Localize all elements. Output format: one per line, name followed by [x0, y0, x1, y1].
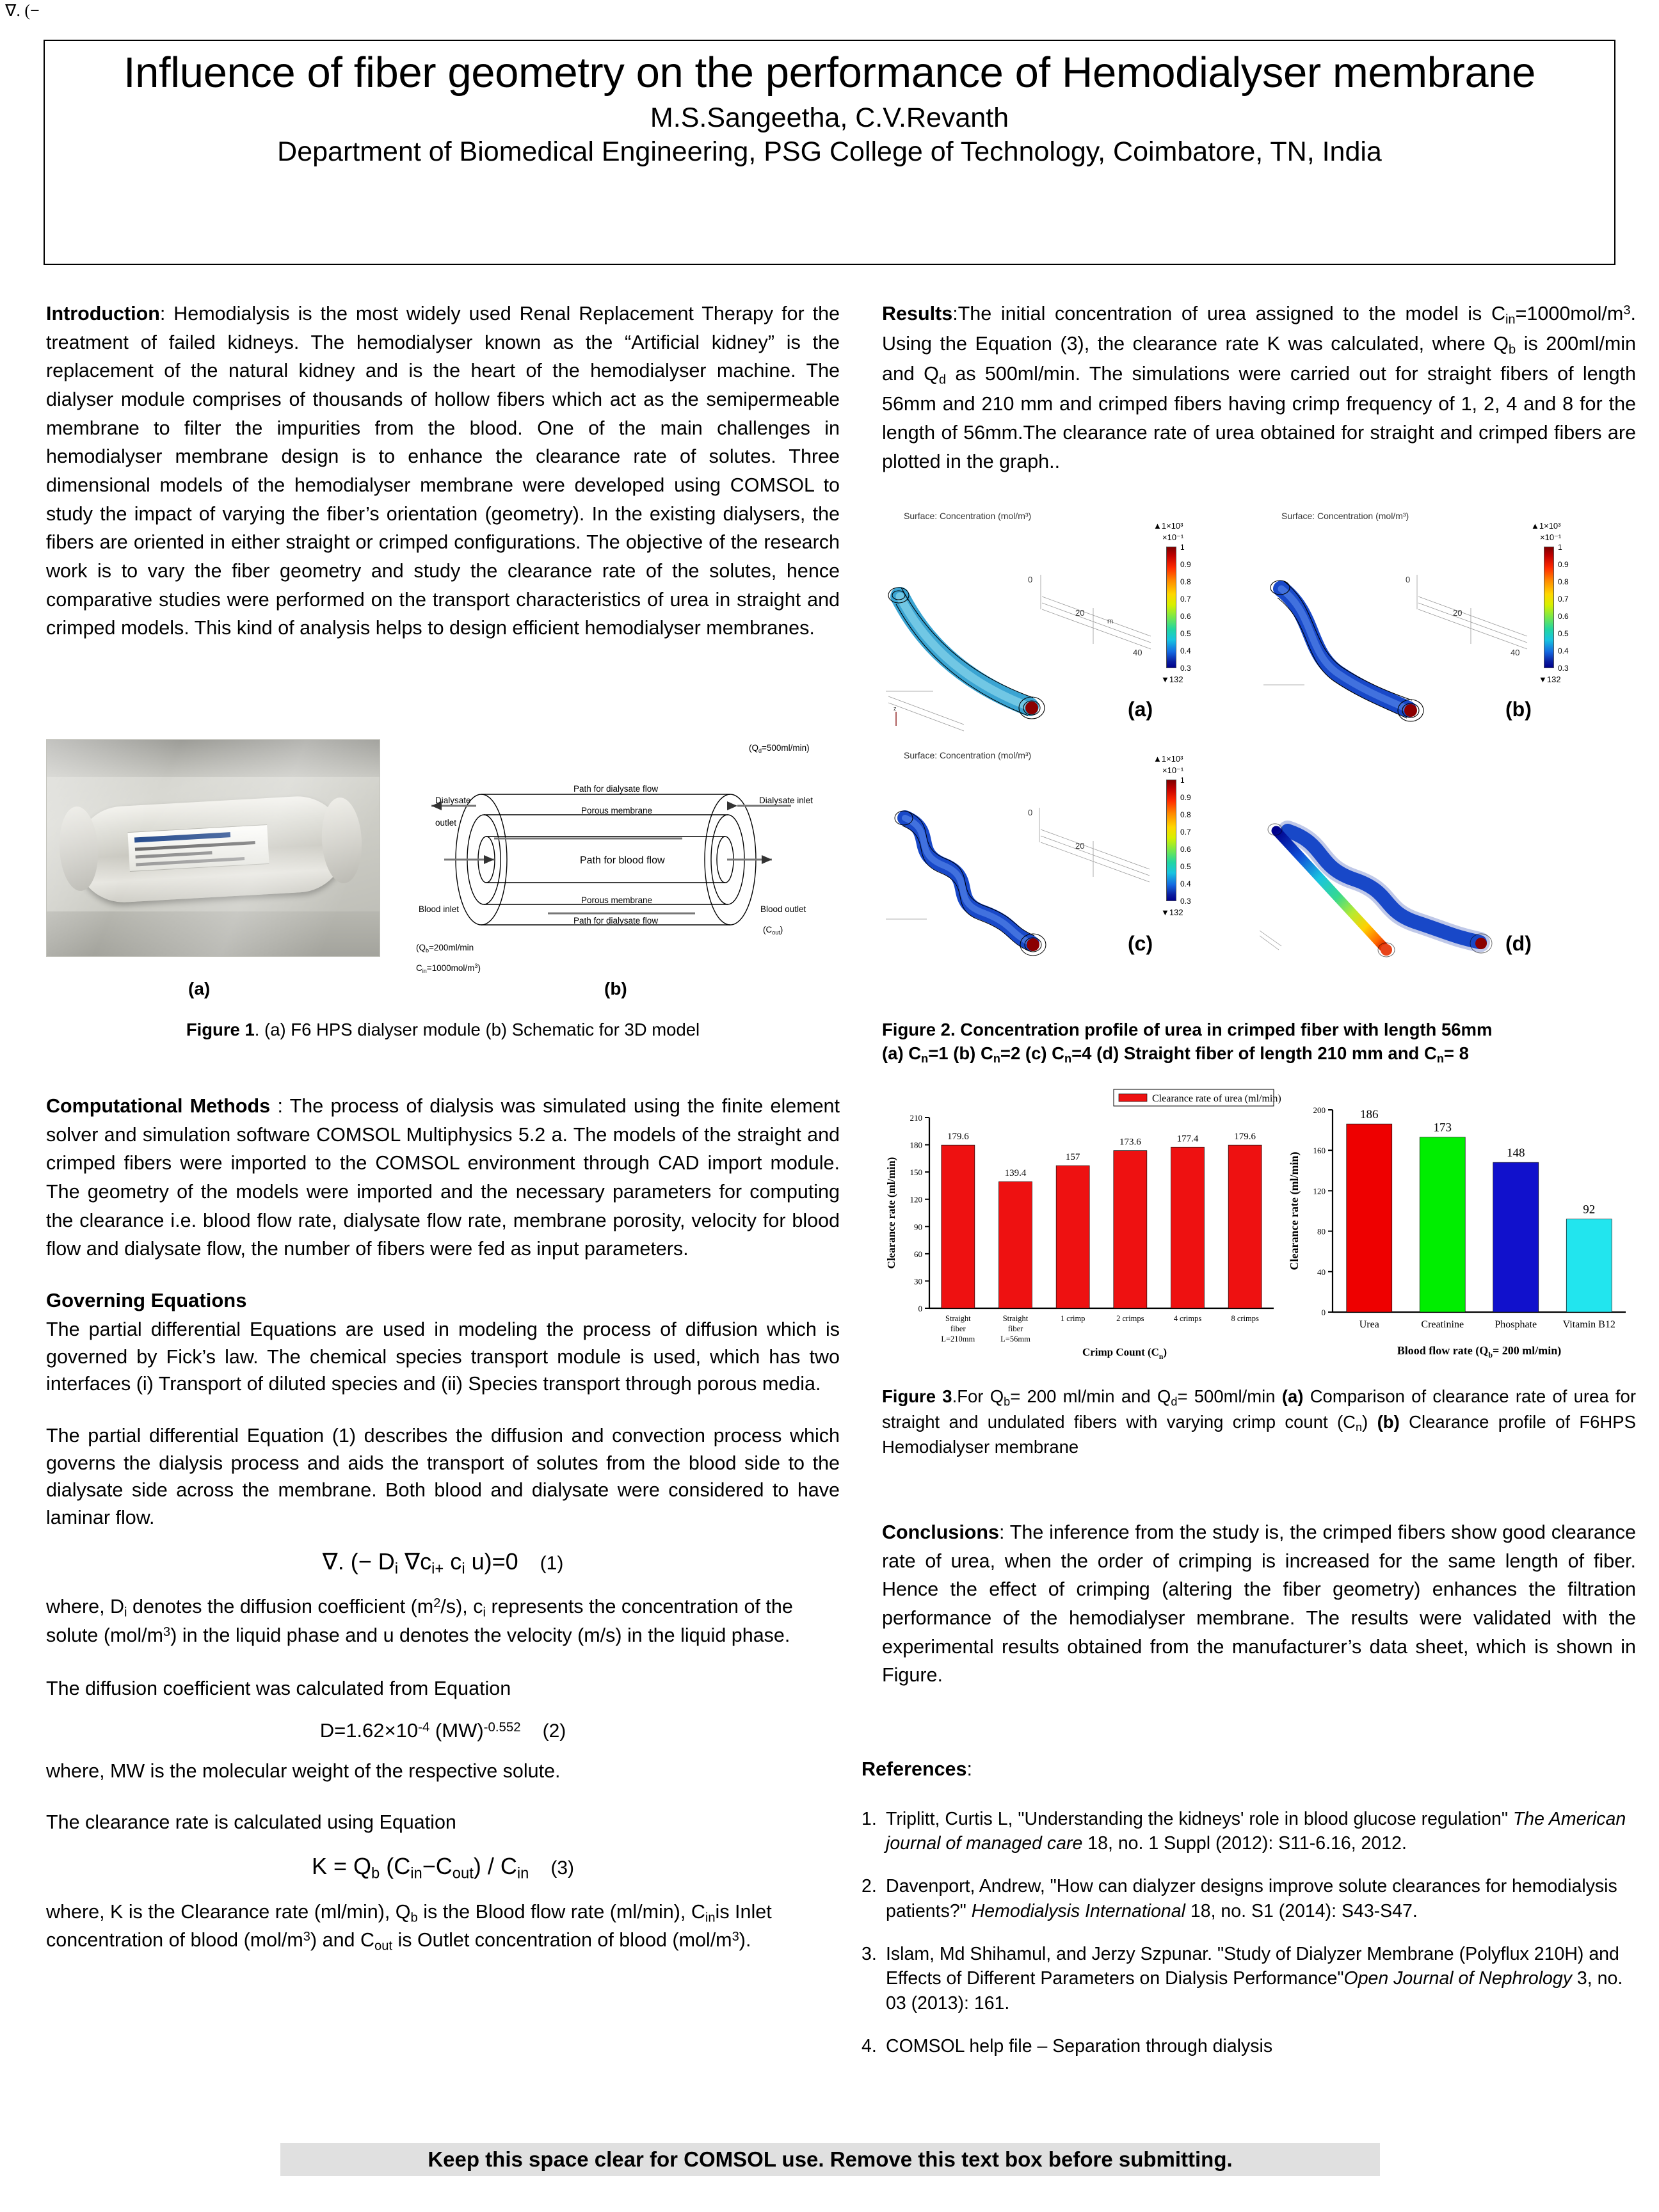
schematic-label-cout: $(C_{out})$: [763, 925, 783, 936]
comsol-panel-b-label: (b): [1505, 698, 1532, 721]
schematic-label-qd: $(Q_d=500ml/\min)$: [749, 743, 810, 754]
svg-text:120: 120: [1313, 1186, 1326, 1196]
svg-text:92: 92: [1583, 1203, 1596, 1217]
svg-text:173: 173: [1433, 1121, 1452, 1135]
svg-text:90: 90: [914, 1222, 922, 1232]
comsol-panel-b-colorbar-ticks: 1 0.9 0.8 0.7 0.6 0.5 0.4 0.3: [1558, 543, 1569, 673]
equation3-lead: The clearance rate is calculated using Equation: [46, 1811, 456, 1834]
equation-2: [46, 1719, 840, 1742]
computational-methods-heading: Computational Methods: [46, 1095, 271, 1117]
chart-clearance-by-solute: [1283, 1088, 1636, 1373]
conclusions-text: : The inference from the study is, the crimped fibers show good clearance rate of urea, when the order of crimping is increased for the same length of fiber. Hence the effect of crimping (altering the fiber geometry) enhances the filtration performance of the hemodialyser membrane. The results were validated with the experimental results obtained from the manufacturer’s data sheet, which is shown in Figure.: [882, 1521, 1636, 1687]
comsol-panel-c-colorbar-max: ▲1×10³: [1153, 754, 1183, 764]
figure2-caption-label: Figure 2: [882, 1020, 950, 1039]
dialyser-module-photo: [46, 739, 380, 957]
svg-text:148: 148: [1507, 1146, 1525, 1160]
svg-text:Blood flow rate (Qb= 200 ml/mi: Blood flow rate ($Q_b= 200$ ml/min): [1397, 1344, 1562, 1359]
equation1-sub3: i: [461, 1560, 465, 1578]
svg-text:139.4: 139.4: [1004, 1168, 1027, 1179]
comsol-panel-c-colorbar-min: ▼132: [1161, 908, 1183, 917]
equation-3: [46, 1853, 840, 1883]
comsol-panel-c: [882, 749, 1253, 979]
svg-text:20: 20: [1075, 841, 1085, 851]
equation3-number: (3): [550, 1857, 574, 1879]
svg-text:120: 120: [910, 1194, 922, 1205]
schematic-label-dialysate-inlet: Dialysate inlet: [759, 796, 813, 805]
comsol-panel-b-colorbar-max: ▲1×10³: [1531, 521, 1561, 531]
reference-item: 1. Triplitt, Curtis L, "Understanding the kidneys' role in blood glucose regulation" The American journal of managed care 18, no. 1 Suppl (2012): S11-6.16, 2012.: [862, 1808, 1626, 1854]
svg-text:z: z: [894, 705, 897, 712]
equation3-where-clause: where, K is the Clearance rate (ml/min), $Q_b$ is the Blood flow rate (ml/min), $C_{in}is$ Inlet concentration of blood $(mol/m^3)$ and $C_{out}$ is Outlet concentration of blood $(mol/m^3)$.: [46, 1900, 772, 1954]
svg-text:150: 150: [910, 1167, 922, 1178]
figure3-caption: Figure 3.For $Q_b= 200$ ml/min and $Q_d= 500ml/\min$ (a) Comparison of clearance rate of urea for straight and undulated fibers with varying crimp count $(C_n)$ (b) Clearance profile of F6HPS Hemodialyser membrane: [882, 1386, 1637, 1457]
figure1-sublabel-a: (a): [188, 979, 211, 998]
svg-text:200: 200: [1313, 1105, 1326, 1115]
comsol-panel-c-colorbar-ticks: 1 0.9 0.8 0.7 0.6 0.5 0.4 0.3: [1180, 776, 1191, 906]
left-column: [46, 300, 840, 643]
figure1-sublabels: [46, 979, 840, 1000]
svg-text:Crimp Count (Cn): Crimp Count $(C_n)$: [1082, 1346, 1167, 1361]
svg-text:2 crimps: 2 crimps: [1116, 1314, 1144, 1323]
comsol-panel-b-colorbar-min: ▼132: [1539, 675, 1561, 684]
svg-text:40: 40: [1317, 1267, 1326, 1277]
photo-background-bottom: [47, 911, 380, 956]
comsol-panel-a-title: Surface: Concentration (mol/m³): [904, 511, 1032, 521]
svg-text:Clearance rate (ml/min): Clearance rate (ml/min): [1288, 1151, 1301, 1270]
dialyser-product-label: [127, 824, 269, 872]
conclusions-section: [882, 1518, 1636, 1690]
poster-authors: M.S.Sangeetha, C.V.Revanth: [650, 102, 1009, 134]
svg-text:Creatinine: Creatinine: [1421, 1319, 1464, 1330]
svg-text:4 crimps: 4 crimps: [1173, 1314, 1202, 1323]
chart-clearance-vs-crimp: [882, 1088, 1283, 1373]
references-section: References: 1. Triplitt, Curtis L, "Understanding the kidneys' role in blood glucose regulation" The American journal of managed care 18, no. 1 Suppl (2012): S11-6.16, 2012. 2. Davenport, Andrew, "How can dialyzer designs improve solute clearances for hemodialysis patients?" Hemodialysis International 18, no. S1 (2014): S43-S47. 3. Islam, Md Shihamul, and Jerzy Szpunar. "Study of Dialyzer Membrane (Polyflux 210H) and Effects of Different Parameters on Dialysis Performance"Open Journal of Nephrology 3, no. 03 (2013): 161. 4. COMSOL help file – Separation through dialysis: [862, 1755, 1636, 2077]
schematic-svg: [381, 739, 830, 975]
right-column: [882, 300, 1636, 476]
svg-text:Clearance rate (ml/min): Clearance rate (ml/min): [885, 1157, 897, 1269]
comsol-space-notice: Keep this space clear for COMSOL use. Remove this text box before submitting.: [280, 2143, 1380, 2176]
comsol-panel-d-label: (d): [1505, 932, 1532, 955]
figure1-caption: [46, 1020, 840, 1040]
comsol-panel-c-colorbar: [1166, 780, 1176, 901]
svg-text:fiber: fiber: [1007, 1324, 1023, 1333]
references-heading: References: [862, 1758, 967, 1780]
svg-text:m: m: [1107, 618, 1114, 625]
equation3-part2: (C: [380, 1853, 411, 1880]
schematic-label-dialysate-path-top: Path for dialysate flow: [573, 784, 659, 794]
computational-methods-section: [46, 1092, 840, 1263]
equation2-sup1: -4: [418, 1719, 430, 1735]
introduction-text: : Hemodialysis is the most widely used Renal Replacement Therapy for the treatment of failed kidneys. The hemodialyser known as the “Artificial kidney” is the replacement of the natural kidney and is the heart of the hemodialyser machine. The dialyser module comprises of thousands of hollow fibers which act as the semipermeable membrane to filter the impurities from the blood. One of the main challenges in hemodialyser membrane design is to enhance the clearance rate of solutes. Three dimensional models of the hemodialyser membrane were developed using COMSOL to study the impact of varying the fiber’s orientation (geometry). In the existing dialysers, the fibers are oriented in either straight or crimped configurations. The objective of the research work is to vary the fiber geometry and study the clearance rate of the solutes, hence comparative studies were performed on the transport characteristics of urea in straight and crimped models. This kind of analysis helps to design efficient hemodialyser membranes.: [46, 303, 840, 639]
equation3-part4: ) / C: [473, 1853, 517, 1880]
comsol-panel-a-colorbar-max: ▲1×10³: [1153, 521, 1183, 531]
results-section: Results:The initial concentration of urea assigned to the model is $C_{in}=1000mol/m^3$. Using the Equation (3), the clearance rate K was calculated, where $Q_b$ is 200ml/min and $Q_d$ as 500ml/min. The simulations were carried out for straight fibers of length 56mm and 210 mm and crimped fibers having crimp frequency of 1, 2, 4 and 8 for the length of 56mm.The clearance rate of urea obtained for straight and crimped fibers are plotted in the graph..: [882, 303, 1636, 472]
svg-text:180: 180: [910, 1140, 922, 1150]
svg-text:0: 0: [1321, 1308, 1326, 1317]
equation1-intro-paragraph: The partial differential Equation (1) describes the diffusion and convection process which governs the dialysis process and aids the transport of solutes from the blood side to the dialysate side across the membrane. Both blood and dialysate were considered to have laminar flow.: [46, 1425, 840, 1529]
figure2-panel-grid: [882, 509, 1636, 983]
equation1-sub1: i: [394, 1560, 399, 1578]
chart-fig3a-svg: [882, 1088, 1283, 1370]
svg-text:210: 210: [910, 1113, 922, 1123]
comsol-panel-d-plot: [1260, 759, 1618, 977]
comsol-panel-c-title: Surface: Concentration (mol/m³): [904, 750, 1032, 760]
figure3-caption-label: Figure 3: [882, 1386, 952, 1406]
comsol-panel-a: [882, 509, 1253, 740]
reference-item: 4. COMSOL help file – Separation through dialysis: [862, 2035, 1273, 2056]
svg-text:80: 80: [1317, 1226, 1326, 1237]
schematic-label-dialysate-outlet-2: outlet: [435, 818, 457, 828]
page-title: Influence of fiber geometry on the performance of Hemodialyser membrane: [123, 49, 1536, 97]
svg-text:Straight: Straight: [945, 1314, 971, 1323]
schematic-label-porous-membrane-top: Porous membrane: [581, 806, 653, 815]
svg-text:Clearance rate of urea (ml/min: Clearance rate of urea (ml/min): [1152, 1093, 1281, 1104]
figure1-block: [46, 739, 840, 1040]
svg-text:0: 0: [918, 1304, 922, 1313]
figure2-caption: [882, 1018, 1636, 1067]
equation1-part3: c: [444, 1548, 462, 1575]
results-heading: Results: [882, 303, 953, 325]
stray-equation-artifact: ∇. (−: [5, 1, 40, 20]
methods-and-equations-block: [46, 1092, 840, 1955]
axis-mark-40: 40: [1133, 648, 1142, 657]
equation2-where-clause: where, MW is the molecular weight of the respective solute.: [46, 1759, 561, 1782]
svg-text:L=56mm: L=56mm: [1000, 1334, 1030, 1343]
equation2-sup2: -0.552: [483, 1719, 521, 1735]
schematic-label-blood-outlet: Blood outlet: [760, 904, 806, 914]
svg-text:Vitamin B12: Vitamin B12: [1562, 1319, 1615, 1330]
axis-mark-0: 0: [1028, 575, 1033, 584]
svg-text:1 crimp: 1 crimp: [1060, 1314, 1086, 1323]
svg-text:30: 30: [914, 1276, 922, 1286]
references-list: [862, 1807, 1636, 2059]
svg-text:Urea: Urea: [1359, 1319, 1379, 1330]
equation3-sub1: b: [371, 1864, 380, 1882]
svg-text:Straight: Straight: [1002, 1314, 1029, 1323]
schematic-label-blood-path: Path for blood flow: [580, 855, 665, 866]
introduction-section: [46, 300, 840, 643]
svg-text:60: 60: [914, 1249, 922, 1259]
comsol-panel-b-colorbar-exponent: ×10⁻¹: [1540, 533, 1562, 542]
equation3-sub3: out: [452, 1864, 474, 1882]
photo-background-top: [47, 740, 380, 777]
figure2-caption-line1: . Concentration profile of urea in crimped fiber with length 56mm: [950, 1020, 1493, 1039]
poster-title-block: [44, 40, 1615, 265]
equation2-part2: (MW): [429, 1719, 484, 1742]
svg-text:179.6: 179.6: [1234, 1132, 1256, 1142]
svg-text:8 crimps: 8 crimps: [1231, 1314, 1259, 1323]
figure1-caption-text: . (a) F6 HPS dialyser module (b) Schematic for 3D model: [254, 1020, 700, 1039]
equation3-sub2: in: [410, 1864, 422, 1882]
svg-text:Phosphate: Phosphate: [1495, 1319, 1537, 1330]
svg-text:173.6: 173.6: [1119, 1137, 1141, 1148]
equation2-number: (2): [542, 1720, 566, 1742]
equation1-number: (1): [540, 1552, 564, 1574]
equation1-part4: u)=0: [465, 1548, 518, 1575]
equation-1: [46, 1548, 840, 1578]
svg-text:0: 0: [1406, 575, 1411, 584]
svg-text:160: 160: [1313, 1146, 1326, 1156]
comsol-panel-b: [1260, 509, 1631, 740]
computational-methods-text: : The process of dialysis was simulated using the finite element solver and simulation software COMSOL Multiphysics 5.2 a. The models of the straight and crimped fibers were imported to the COMSOL environment through CAD import module. The geometry of the models were imported and the necessary parameters for computing the clearance i.e. blood flow rate, dialysate flow rate, membrane porosity, velocity for blood flow and dialysate flow, the number of fibers were fed as input parameters.: [46, 1095, 840, 1260]
svg-text:20: 20: [1453, 608, 1463, 618]
comsol-panel-a-colorbar: [1166, 547, 1176, 668]
equation3-part3: −C: [422, 1853, 453, 1880]
introduction-heading: Introduction: [46, 303, 160, 325]
comsol-panel-a-colorbar-exponent: ×10⁻¹: [1162, 533, 1184, 542]
equation3-sub4: in: [517, 1864, 529, 1882]
svg-text:177.4: 177.4: [1176, 1134, 1199, 1144]
schematic-label-qb: ($Q_b=200ml/\min$: [416, 943, 474, 954]
governing-equations-intro: The partial differential Equations are used in modeling the process of diffusion which is governed by Fick’s law. The chemical species transport module is used, which has two interfaces (i) Transport of diluted species and (ii) Species transport through porous media.: [46, 1318, 840, 1395]
dialyser-schematic: [381, 739, 830, 975]
equation1-part1: ∇. (− D: [322, 1548, 395, 1575]
equation1-sub2: i+: [431, 1560, 444, 1578]
figure2-block: [882, 509, 1637, 996]
svg-text:179.6: 179.6: [947, 1132, 969, 1142]
schematic-label-blood-inlet: Blood inlet: [419, 904, 460, 914]
svg-text:157: 157: [1065, 1152, 1080, 1163]
figure3-block: [882, 1088, 1636, 1459]
svg-text:40: 40: [1511, 648, 1520, 657]
equation1-where-clause: where, $D_i$ denotes the diffusion coefficient $(m^2/s)$, $c_i$ represents the concentration of the solute $(mol/m^3)$ in the liquid phase and u denotes the velocity (m/s) in the liquid phase.: [46, 1596, 793, 1647]
reference-item: 3. Islam, Md Shihamul, and Jerzy Szpunar. "Study of Dialyzer Membrane (Polyflux 210H) and Effects of Different Parameters on Dialysis Performance"Open Journal of Nephrology 3, no. 03 (2013): 161.: [862, 1943, 1623, 2014]
governing-equations-heading: Governing Equations: [46, 1289, 247, 1312]
figure1-caption-label: Figure 1: [186, 1020, 255, 1039]
figure1-sublabel-b: (b): [604, 979, 627, 998]
comsol-panel-c-label: (c): [1128, 932, 1153, 955]
figure2-caption-line2: (a) $C_n=1$ (b) $C_n=2$ (c) $C_n=4$ (d) Straight fiber of length 210 mm and $C_n= 8$: [882, 1043, 1469, 1066]
reference-item: 2. Davenport, Andrew, "How can dialyzer designs improve solute clearances for hemodialysis patients?" Hemodialysis International 18, no. S1 (2014): S43-S47.: [862, 1876, 1617, 1921]
comsol-panel-c-colorbar-exponent: ×10⁻¹: [1162, 765, 1184, 775]
equation3-part1: K = Q: [312, 1853, 372, 1880]
svg-text:fiber: fiber: [950, 1324, 966, 1333]
schematic-label-cin: $C_{in}=1000mol/m^3$): [416, 963, 481, 974]
schematic-label-dialysate-outlet-1: Dialysate: [435, 796, 471, 805]
equation2-lead: The diffusion coefficient was calculated from Equation: [46, 1677, 511, 1699]
comsol-panel-a-colorbar-ticks: 1 0.9 0.8 0.7 0.6 0.5 0.4 0.3: [1180, 543, 1191, 673]
chart-fig3b-svg: [1283, 1088, 1636, 1370]
svg-text:L=210mm: L=210mm: [941, 1334, 975, 1343]
comsol-panel-a-label: (a): [1128, 698, 1153, 721]
equation2-part1: D=1.62×10: [319, 1719, 419, 1742]
axis-mark-20: 20: [1075, 608, 1085, 618]
equation1-part2: ∇c: [398, 1548, 432, 1575]
comsol-panel-b-colorbar: [1544, 547, 1554, 668]
schematic-label-dialysate-path-bottom: Path for dialysate flow: [573, 916, 659, 926]
schematic-label-porous-membrane-bottom: Porous membrane: [581, 895, 653, 905]
svg-text:0: 0: [1028, 808, 1033, 817]
poster-affiliation: Department of Biomedical Engineering, PSG College of Technology, Coimbatore, TN, India: [277, 136, 1382, 168]
svg-text:186: 186: [1360, 1108, 1379, 1122]
conclusions-heading: Conclusions: [882, 1521, 1000, 1543]
comsol-panel-b-title: Surface: Concentration (mol/m³): [1281, 511, 1409, 521]
comsol-panel-a-colorbar-min: ▼132: [1161, 675, 1183, 684]
comsol-panel-d: [1260, 749, 1631, 979]
